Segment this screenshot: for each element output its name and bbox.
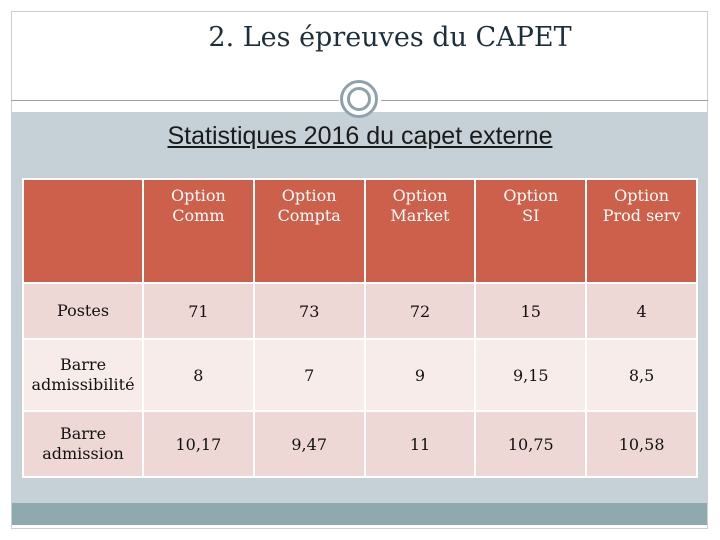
column-header-line1: Option <box>392 186 448 205</box>
column-header-line2: Compta <box>277 206 341 225</box>
column-header-line2: Prod serv <box>602 206 681 225</box>
statistics-table <box>22 178 698 478</box>
column-header-line2: Market <box>390 206 450 225</box>
table-cell: 4 <box>586 283 697 339</box>
slide-subtitle: Statistiques 2016 du capet externe <box>167 122 553 150</box>
circle-inner-icon <box>347 87 371 111</box>
column-header-market <box>365 179 476 283</box>
table-cell: 8,5 <box>586 339 697 411</box>
column-header-comm <box>143 179 254 283</box>
table-cell: 9,47 <box>254 411 365 477</box>
table-cell: 10,75 <box>475 411 586 477</box>
table-row-postes <box>23 283 697 339</box>
row-label-barre-admission <box>23 411 143 477</box>
divider-left <box>11 100 339 101</box>
table-cell: 72 <box>365 283 476 339</box>
column-header-line2: SI <box>522 206 540 225</box>
table-cell: 9 <box>365 339 476 411</box>
table-cell: 8 <box>143 339 254 411</box>
table-cell: 10,58 <box>586 411 697 477</box>
row-label-line1: Postes <box>56 301 110 320</box>
column-header-compta <box>254 179 365 283</box>
circle-ornament-icon <box>340 80 378 118</box>
table-cell: 73 <box>254 283 365 339</box>
slide-title: 2. Les épreuves du CAPET <box>208 22 572 53</box>
column-header-line1: Option <box>503 186 559 205</box>
divider-right <box>381 100 708 101</box>
footer-bar <box>12 503 707 525</box>
table-cell: 71 <box>143 283 254 339</box>
row-label-postes <box>23 283 143 339</box>
column-header-line1: Option <box>170 186 226 205</box>
table-cell: 11 <box>365 411 476 477</box>
table-cell: 15 <box>475 283 586 339</box>
column-header-si <box>475 179 586 283</box>
table-cell: 7 <box>254 339 365 411</box>
row-label-line2: admission <box>42 444 124 463</box>
row-label-barre-admissibilite <box>23 339 143 411</box>
table-corner-cell <box>23 179 143 283</box>
column-header-line1: Option <box>614 186 670 205</box>
column-header-line2: Comm <box>172 206 225 225</box>
row-label-line1: Barre <box>59 424 107 443</box>
row-label-line2: admissibilité <box>31 375 135 394</box>
column-header-line1: Option <box>281 186 337 205</box>
row-label-line1: Barre <box>59 355 107 374</box>
table-row-barre-admission <box>23 411 697 477</box>
table-header-row <box>23 179 697 283</box>
table-cell: 9,15 <box>475 339 586 411</box>
table-cell: 10,17 <box>143 411 254 477</box>
table-row-barre-admissibilite <box>23 339 697 411</box>
column-header-prod-serv <box>586 179 697 283</box>
